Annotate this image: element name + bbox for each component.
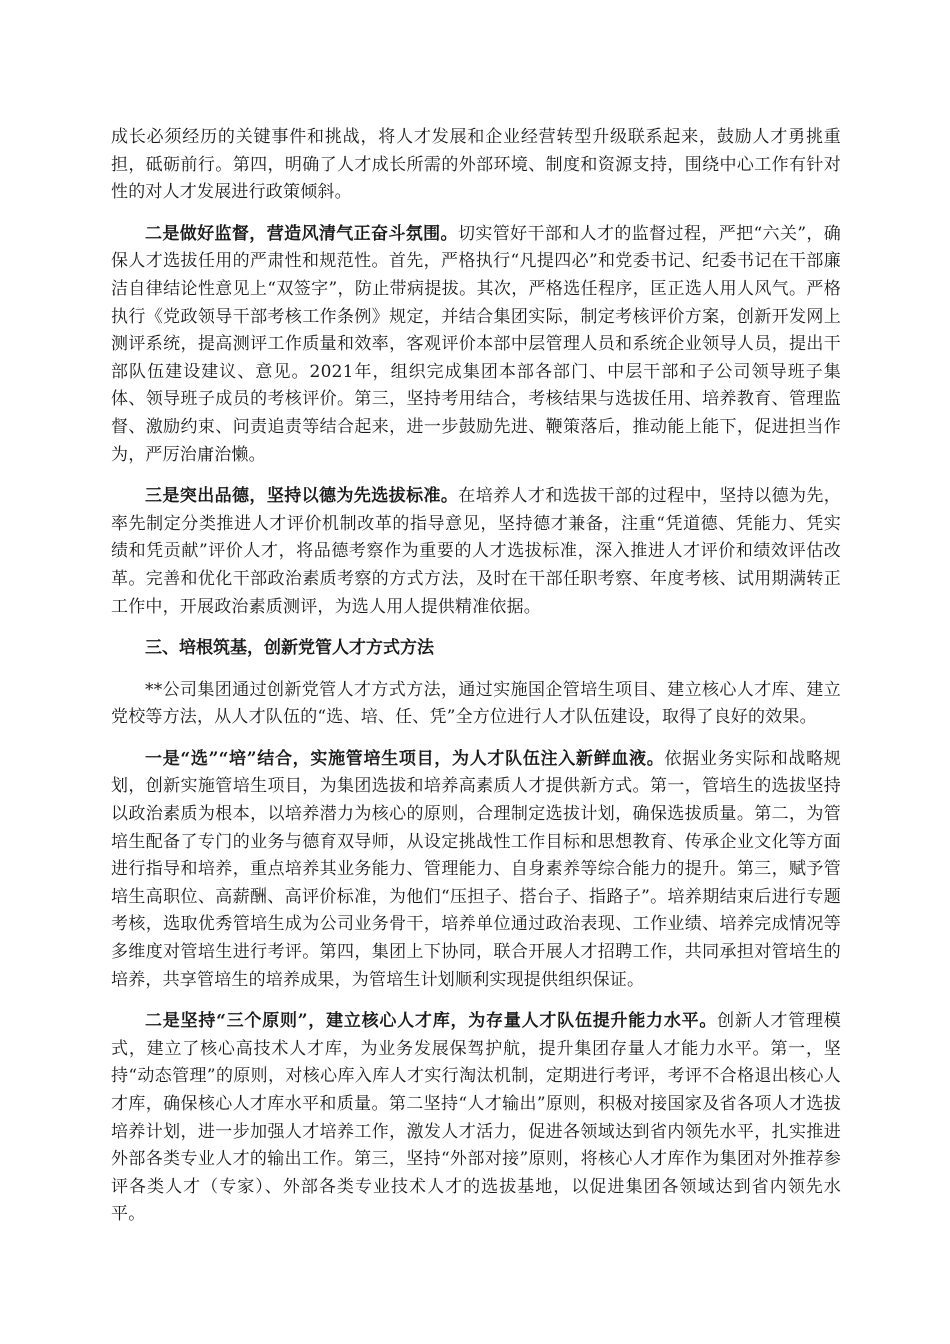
paragraph-supervision [111,221,841,469]
paragraph-lead: 二是做好监督，营造风清气正奋斗氛围。 [145,223,458,244]
paragraph-lead: 一是“选”“培”结合，实施管培生项目，为人才队伍注入新鲜血液。 [145,748,665,769]
paragraph-intro [111,677,841,732]
section-heading: 三、培根筑基，创新党管人才方式方法 [145,638,434,659]
paragraph-text: 创新人才管理模式，建立了核心高技术人才库，为业务发展保驾护航，提升集团存量人才能力水平。第一，坚持“动态管理”的原则，对核心库入库人才实行淘汰机制，定期进行考评，考评不合格退出核心人才库，确保核心人才库水平和质量。第二坚持“人才输出”原则，积极对接国家及省各项人才选拔培养计划，进一步加强人才培养工作，激发人才活力，促进各领域达到省内领先水平，扎实推进外部各类专业人才的输出工作。第三，坚持“外部对接”原则，将核心人才库作为集团对外推荐参评各类人才（专家）、外部各类专业技术人才的选拔基地，以促进集团各领域达到省内领先水平。 [111,1011,841,1225]
paragraph-continuation [111,124,841,207]
paragraph-lead: 二是坚持“三个原则”，建立核心人才库，为存量人才队伍提升能力水平。 [145,1011,718,1032]
paragraph-text: 在培养人才和选拔干部的过程中，坚持以德为先，率先制定分类推进人才评价机制改革的指导意见，坚持德才兼备，注重“凭道德、凭能力、凭实绩和凭贡献”评价人才，将品德考察作为重要的人才选拔标准，深入推进人才评价和绩效评估改革。完善和优化干部政治素质考察的方式方法，及时在干部任职考察、年度考核、试用期满转正工作中，开展政治素质测评，为选人用人提供精准依据。 [111,486,841,617]
paragraph-talent-pool [111,1008,841,1229]
paragraph-trainee-program [111,746,841,994]
paragraph-morality [111,483,841,621]
paragraph-text: **公司集团通过创新党管人才方式方法，通过实施国企管培生项目、建立核心人才库、建立党校等方法，从人才队伍的“选、培、任、凭”全方位进行人才队伍建设，取得了良好的效果。 [111,679,841,728]
document-page [111,124,841,1243]
paragraph-text: 切实管好干部和人才的监督过程，严把“六关”，确保人才选拔任用的严肃性和规范性。首先，严格执行“凡提四必”和党委书记、纪委书记在干部廉洁自律结论性意见上“双签字”，防止带病提拔。其次，严格选任程序，匡正选人用人风气。严格执行《党政领导干部考核工作条例》规定，并结合集团实际，制定考核评价方案，创新开发网上测评系统，提高测评工作质量和效率，客观评价本部中层管理人员和系统企业领导人员，提出干部队伍建设建议、意见。2021年，组织完成集团本部各部门、中层干部和子公司领导班子集体、领导班子成员的考核评价。第三，坚持考用结合，考核结果与选拔任用、培养教育、管理监督、激励约束、问责追责等结合起来，进一步鼓励先进、鞭策落后，推动能上能下，促进担当作为，严厉治庸治懒。 [111,223,841,465]
paragraph-lead: 三是突出品德，坚持以德为先选拔标准。 [145,486,459,507]
paragraph-text: 成长必须经历的关键事件和挑战，将人才发展和企业经营转型升级联系起来，鼓励人才勇挑重担，砥砺前行。第四，明确了人才成长所需的外部环境、制度和资源支持，围绕中心工作有针对性的对人才发展进行政策倾斜。 [111,127,841,203]
paragraph-text: 依据业务实际和战略规划，创新实施管培生项目，为集团选拔和培养高素质人才提供新方式。第一，管培生的选拔坚持以政治素质为根本，以培养潜力为核心的原则，合理制定选拔计划，确保选拔质量。第二，为管培生配备了专门的业务与德育双导师，从设定挑战性工作目标和思想教育、传承企业文化等方面进行指导和培养，重点培养其业务能力、管理能力、自身素养等综合能力的提升。第三，赋予管培生高职位、高薪酬、高评价标准，为他们“压担子、搭台子、指路子”。培养期结束后进行专题考核，选取优秀管培生成为公司业务骨干，培养单位通过政治表现、工作业绩、培养完成情况等多维度对管培生进行考评。第四，集团上下协同，联合开展人才招聘工作，共同承担对管培生的培养，共享管培生的培养成果，为管培生计划顺利实现提供组织保证。 [111,748,842,990]
